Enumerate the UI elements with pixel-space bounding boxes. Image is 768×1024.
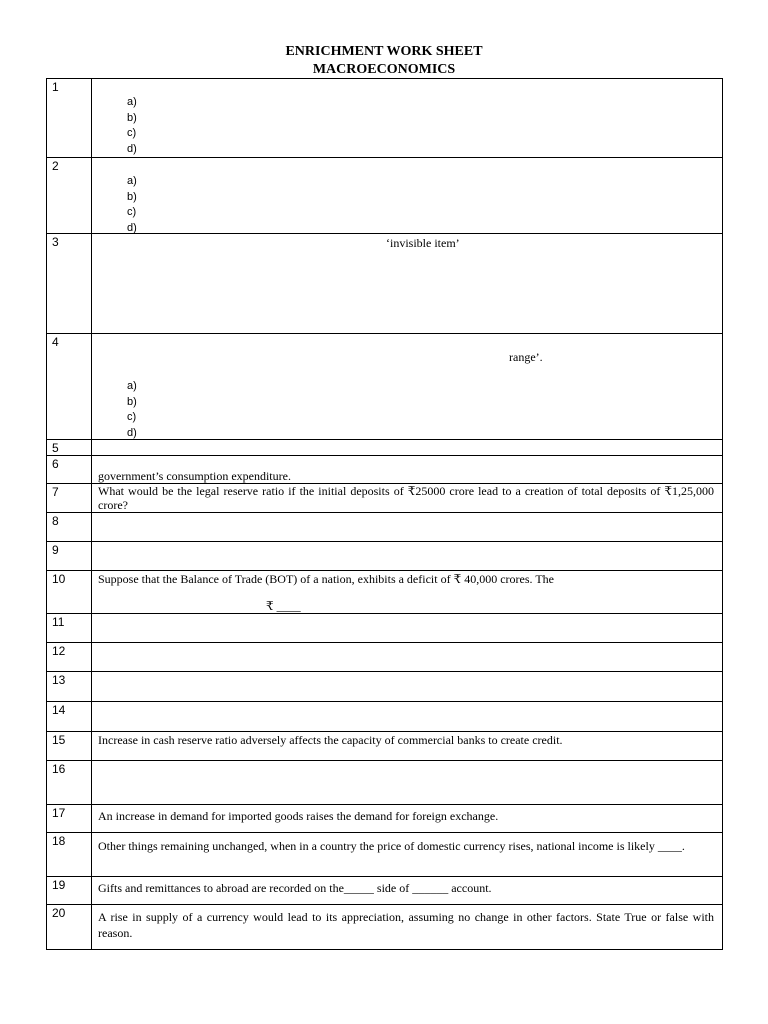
question-text: Gifts and remittances to abroad are recorded on the_____ side of ______ account. xyxy=(98,881,492,895)
question-text: Increase in cash reserve ratio adversely affects the capacity of commercial banks to create credit. xyxy=(98,733,563,747)
question-content xyxy=(92,158,723,234)
options-list xyxy=(127,174,137,236)
question-text: government’s consumption expenditure. xyxy=(98,469,291,483)
question-row-6 xyxy=(47,456,723,484)
question-row-14 xyxy=(47,702,723,732)
question-row-3 xyxy=(47,234,723,334)
worksheet-title: ENRICHMENT WORK SHEET xyxy=(285,44,483,59)
question-row-20 xyxy=(47,905,723,950)
question-number: 13 xyxy=(47,672,92,702)
option-c: c) xyxy=(127,206,137,218)
question-number: 17 xyxy=(47,805,92,833)
question-number: 7 xyxy=(47,484,92,513)
question-number: 20 xyxy=(47,905,92,950)
question-text: A rise in supply of a currency would lead to its appreciation, assuming no change in other factors. State True or false with reason. xyxy=(98,910,714,940)
question-content xyxy=(92,571,723,614)
question-number: 6 xyxy=(47,456,92,484)
question-row-5 xyxy=(47,440,723,456)
option-d: d) xyxy=(127,221,137,234)
question-content xyxy=(92,761,723,805)
question-row-12 xyxy=(47,643,723,672)
question-row-18 xyxy=(47,833,723,877)
question-row-15 xyxy=(47,732,723,761)
question-row-11 xyxy=(47,614,723,643)
question-content xyxy=(92,732,723,761)
question-number: 4 xyxy=(47,334,92,440)
question-number: 1 xyxy=(47,79,92,158)
question-number: 5 xyxy=(47,440,92,456)
question-content xyxy=(92,513,723,542)
question-content xyxy=(92,877,723,905)
question-fragment: ₹ ____ xyxy=(266,599,301,613)
option-d: d) xyxy=(127,426,137,439)
option-a: a) xyxy=(127,175,137,187)
question-row-13 xyxy=(47,672,723,702)
question-content xyxy=(92,702,723,732)
question-number: 2 xyxy=(47,158,92,234)
question-content xyxy=(92,542,723,571)
question-fragment: ‘invisible item’ xyxy=(386,236,460,250)
question-row-9 xyxy=(47,542,723,571)
question-number: 14 xyxy=(47,702,92,732)
question-content xyxy=(92,643,723,672)
question-number: 11 xyxy=(47,614,92,643)
option-a: a) xyxy=(127,96,137,108)
question-content xyxy=(92,484,723,513)
question-row-10 xyxy=(47,571,723,614)
question-row-7 xyxy=(47,484,723,513)
question-number: 18 xyxy=(47,833,92,877)
option-d: d) xyxy=(127,142,137,155)
options-list xyxy=(127,379,137,441)
question-content xyxy=(92,334,723,440)
question-content xyxy=(92,456,723,484)
question-row-4 xyxy=(47,334,723,440)
option-b: b) xyxy=(127,111,137,124)
option-a: a) xyxy=(127,380,137,392)
question-row-16 xyxy=(47,761,723,805)
options-list xyxy=(127,95,137,157)
question-content xyxy=(92,905,723,950)
question-text: What would be the legal reserve ratio if the initial deposits of ₹25000 crore lead to a creation of total deposits of ₹1,25,000 crore? xyxy=(98,484,714,512)
question-text: Other things remaining unchanged, when in a country the price of domestic currency rises, national income is likely ____. xyxy=(98,839,685,853)
question-content xyxy=(92,79,723,158)
question-row-1 xyxy=(47,79,723,158)
questions-table xyxy=(46,78,723,950)
question-text: Suppose that the Balance of Trade (BOT) of a nation, exhibits a deficit of ₹ 40,000 crores. The xyxy=(98,572,554,586)
question-content xyxy=(92,805,723,833)
question-text: An increase in demand for imported goods raises the demand for foreign exchange. xyxy=(98,809,499,823)
option-c: c) xyxy=(127,127,137,139)
question-row-2 xyxy=(47,158,723,234)
option-c: c) xyxy=(127,411,137,423)
question-row-17 xyxy=(47,805,723,833)
question-number: 8 xyxy=(47,513,92,542)
question-content xyxy=(92,833,723,877)
question-row-8 xyxy=(47,513,723,542)
question-number: 3 xyxy=(47,234,92,334)
question-content xyxy=(92,672,723,702)
question-fragment: range’. xyxy=(509,350,543,364)
option-b: b) xyxy=(127,190,137,203)
question-number: 12 xyxy=(47,643,92,672)
question-content xyxy=(92,614,723,643)
question-number: 15 xyxy=(47,732,92,761)
question-number: 19 xyxy=(47,877,92,905)
question-number: 10 xyxy=(47,571,92,614)
option-b: b) xyxy=(127,395,137,408)
question-number: 16 xyxy=(47,761,92,805)
question-number: 9 xyxy=(47,542,92,571)
question-content xyxy=(92,234,723,334)
question-row-19 xyxy=(47,877,723,905)
question-content xyxy=(92,440,723,456)
worksheet-subtitle: MACROECONOMICS xyxy=(312,62,456,77)
